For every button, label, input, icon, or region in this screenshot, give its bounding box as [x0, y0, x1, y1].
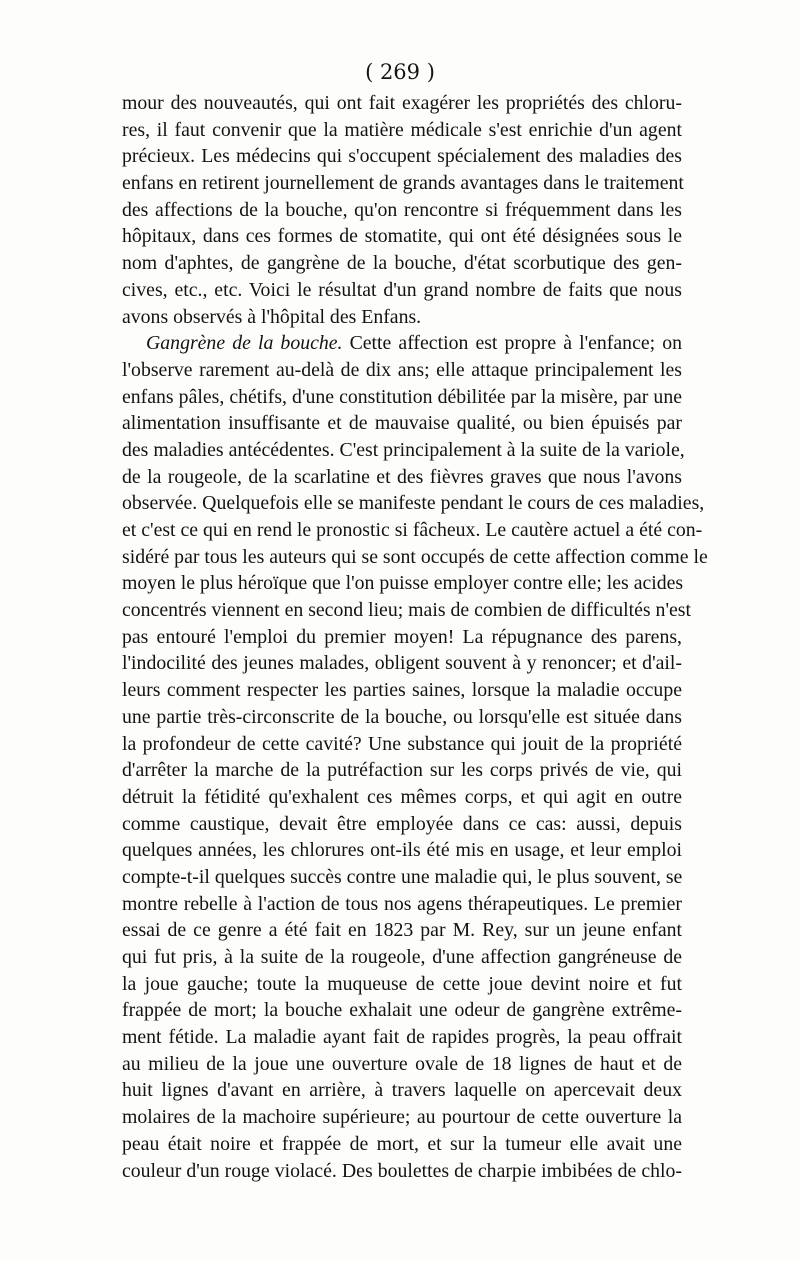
text-line: quelques années, les chlorures ont-ils été mis en usage, et leur emploi [122, 839, 682, 862]
body-text [122, 90, 708, 1184]
text-line: essai de ce genre a été fait en 1823 par M. Rey, sur un jeune enfant [122, 919, 682, 942]
text-line: mour des nouveautés, qui ont fait exagérer les propriétés des chloru- [122, 92, 682, 114]
text-line: des affections de la bouche, qu'on rencontre si fréquemment dans les [122, 198, 682, 221]
text-line: comme caustique, devait être employée dans ce cas: aussi, depuis [122, 812, 682, 835]
text-line: la profondeur de cette cavité? Une substance qui jouit de la propriété [122, 732, 682, 755]
text-line: détruit la fétidité qu'exhalent ces mêmes corps, et qui agit en outre [122, 785, 682, 808]
text-line: frappée de mort; la bouche exhalait une odeur de gangrène extrême- [122, 999, 682, 1022]
section-heading: Gangrène de la bouche. [146, 332, 343, 355]
text-line: avons observés à l'hôpital des Enfans. [122, 305, 422, 328]
text-line: peau était noire et frappée de mort, et sur la tumeur elle avait une [122, 1132, 682, 1155]
text-line: enfans en retirent journellement de grands avantages dans le traitement [122, 172, 684, 195]
text-line: et c'est ce qui en rend le pronostic si fâcheux. Le cautère actuel a été con- [122, 519, 703, 541]
text-line: des maladies antécédentes. C'est principalement à la suite de la variole, [122, 438, 685, 461]
text-line: de la rougeole, de la scarlatine et des fièvres graves que nous l'avons [122, 465, 682, 488]
text-line: nom d'aphtes, de gangrène de la bouche, d'état scorbutique des gen- [122, 252, 682, 275]
text-line: cives, etc., etc. Voici le résultat d'un grand nombre de faits que nous [122, 278, 682, 301]
text-line: moyen le plus héroïque que l'on puisse employer contre elle; les acides [122, 572, 684, 595]
text-line: une partie très-circonscrite de la bouche, ou lorsqu'elle est située dans [122, 705, 682, 728]
text-line: l'observe rarement au-delà de dix ans; elle attaque principalement les [122, 358, 682, 381]
text-line: compte-t-il quelques succès contre une maladie qui, le plus souvent, se [122, 865, 683, 888]
text-line: l'indocilité des jeunes malades, obligent souvent à y renoncer; et d'ail- [122, 652, 682, 675]
text-line: d'arrêter la marche de la putréfaction sur les corps privés de vie, qui [122, 759, 682, 782]
text-line: la joue gauche; toute la muqueuse de cette joue devint noire et fut [122, 972, 682, 995]
text-line: au milieu de la joue une ouverture ovale de 18 lignes de haut et de [122, 1052, 682, 1075]
text-line: res, il faut convenir que la matière médicale s'est enrichie d'un agent [122, 118, 682, 141]
text-line: enfans pâles, chétifs, d'une constitution débilitée par la misère, par une [122, 385, 682, 408]
section-heading-line [122, 330, 682, 357]
text-line: montre rebelle à l'action de tous nos agens thérapeutiques. Le premier [122, 892, 682, 915]
text-line: couleur d'un rouge violacé. Des boulettes de charpie imbibées de chlo- [122, 1159, 682, 1182]
text-line: observée. Quelquefois elle se manifeste pendant le cours de ces maladies, [122, 492, 705, 515]
heading-continuation: Cette affection est propre à l'enfance; on [342, 332, 682, 355]
page-number: ( 269 ) [365, 60, 435, 84]
text-line: molaires de la machoire supérieure; au pourtour de cette ouverture la [122, 1106, 682, 1129]
text-line: précieux. Les médecins qui s'occupent spécialement des maladies des [122, 145, 682, 168]
text-line: sidéré par tous les auteurs qui se sont occupés de cette affection comme le [122, 545, 708, 568]
text-line: pas entouré l'emploi du premier moyen! La répugnance des parens, [122, 625, 682, 648]
text-line: qui fut pris, à la suite de la rougeole, d'une affection gangréneuse de [122, 946, 682, 968]
text-line: hôpitaux, dans ces formes de stomatite, qui ont été désignées sous le [122, 225, 682, 248]
text-line: alimentation insuffisante et de mauvaise qualité, ou bien épuisés par [122, 412, 682, 435]
text-line: huit lignes d'avant en arrière, à travers laquelle on apercevait deux [122, 1079, 682, 1102]
text-line: leurs comment respecter les parties saines, lorsque la maladie occupe [122, 679, 682, 702]
text-line: ment fétide. La maladie ayant fait de rapides progrès, la peau offrait [122, 1026, 682, 1049]
text-line: concentrés viennent en second lieu; mais de combien de difficultés n'est [122, 599, 691, 622]
